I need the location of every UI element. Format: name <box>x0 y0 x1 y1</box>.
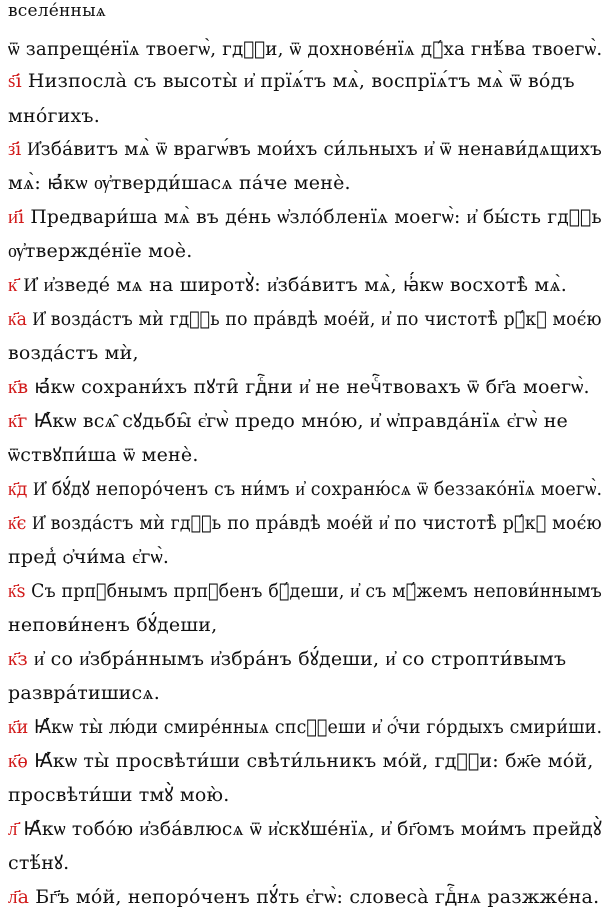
verse-text: развра́тишисѧ. <box>8 682 161 704</box>
verse-text: ꙗ҆́кѡ сохрани́хъ пꙋти̑ гдⷭ҇ни и҆ не нечⷭ҇твовахъ ѿ бг҃а моегѡ̀. <box>34 376 590 398</box>
verse-number: ѕ҃і <box>8 70 22 92</box>
text-line <box>8 750 594 772</box>
verse-number: к҃а <box>8 308 28 330</box>
text-line <box>8 648 566 670</box>
verse-number: к҃ѳ <box>8 750 29 772</box>
verse-text: пред̾ ѻ҆чи́ма є҆гѡ̀. <box>8 546 170 568</box>
verse-text: Ꙗ҆́кѡ тобо́ю и҆зба́влюсѧ ѿ и҆скꙋше́нїѧ, и҆ бг҃омъ мои́мъ прейдꙋ̀ <box>23 818 602 840</box>
verse-text: Съ прпⷣбнымъ прпⷣбенъ бꙋ́деши, и҆ съ мꙋ́жемъ непови́ннымъ <box>31 580 602 602</box>
verse-text: просвѣти́ши тмꙋ̀ мою̀. <box>8 784 230 806</box>
verse-text: стѣ́нꙋ. <box>8 852 70 874</box>
verse-text: мно́гихъ. <box>8 105 100 127</box>
text-line <box>8 105 100 127</box>
text-line <box>8 342 139 364</box>
text-line <box>8 546 169 568</box>
verse-number: к҃ѕ <box>8 580 26 602</box>
verse-number: л҃ <box>8 818 18 840</box>
verse-text: ѿствꙋпи́ша ѿ менѐ. <box>8 444 199 466</box>
text-line <box>8 70 575 92</box>
text-line <box>8 138 602 160</box>
text-line <box>8 410 568 432</box>
text-line <box>8 38 602 60</box>
verse-text: Ꙗ҆́кѡ ты̀ лю́ди смире́нныѧ спсⷭ҇еши и҆ ѻ҆́чи го́рдыхъ смири́ши. <box>33 716 603 738</box>
verse-text: Ꙗ҆́кѡ ты̀ просвѣти́ши свѣти́льникъ мо́й, гдⷭ҇и: бж҃е мо́й, <box>34 750 594 772</box>
verse-number: л҃а <box>8 886 30 908</box>
text-line <box>8 818 602 840</box>
verse-text: мѧ̀: ꙗ҆́кѡ ѹ҆тверди́шасѧ па́че менѐ. <box>8 172 351 194</box>
text-line <box>8 172 351 194</box>
text-line <box>8 614 217 636</box>
verse-text: И҆зба́витъ мѧ̀ ѿ врагѡ́въ мои́хъ си́льныхъ и҆ ѿ ненави́дѧщихъ <box>27 138 603 160</box>
verse-text: вселе́нныѧ <box>8 1 107 21</box>
verse-number: и҃і <box>8 206 25 228</box>
verse-number: к҃и <box>8 716 29 738</box>
text-line <box>8 580 602 602</box>
text-line <box>8 886 599 908</box>
verse-text: И҆ и҆зведе́ мѧ на широтꙋ̀: и҆зба́витъ мѧ̀, ꙗ҆́кѡ восхотѣ̀ мѧ̀. <box>23 274 568 296</box>
verse-text: И҆ возда́стъ мѝ гдⷭ҇ь по пра́вдѣ мое́й, и҆ по чистотѣ̀ рꙋ́кꙋ моє́ю <box>32 308 602 330</box>
verse-text: И҆ возда́стъ мѝ гдⷭ҇ь по пра́вдѣ мое́й и҆ по чистотѣ̀ рꙋ́кꙋ моє́ю <box>32 512 602 534</box>
verse-text: непови́ненъ бꙋ́деши, <box>8 614 218 636</box>
text-line <box>8 444 199 466</box>
verse-text: и҆ со и҆збра́ннымъ и҆збра́нъ бꙋ́деши, и҆ со стропти́вымъ <box>34 648 567 670</box>
text-line <box>8 716 602 738</box>
verse-text: Низпосла̀ съ высоты̀ и҆ прїѧ́тъ мѧ̀, воспрїѧ́тъ мѧ̀ ѿ во́дъ <box>27 70 575 92</box>
text-line <box>8 308 602 330</box>
verse-number: к҃д <box>8 478 28 500</box>
verse-text: возда́стъ мѝ, <box>8 342 139 364</box>
verse-number: к҃в <box>8 376 29 398</box>
text-line <box>8 478 602 500</box>
verse-number: к҃з <box>8 648 28 670</box>
text-line <box>8 376 590 398</box>
verse-number: з҃і <box>8 138 22 160</box>
verse-number: к҃ <box>8 274 18 296</box>
verse-text: Предвари́ша мѧ̀ въ де́нь ѡ҆зло́бленїѧ моегѡ̀: и҆ бы́сть гдⷭ҇ь <box>30 206 602 228</box>
text-line <box>8 784 229 806</box>
text-line <box>8 206 602 228</box>
text-line <box>8 852 69 874</box>
verse-text: И҆ бꙋ́дꙋ непоро́ченъ съ ни́мъ и҆ сохраню́сѧ ѿ беззако́нїѧ моегѡ̀. <box>33 478 603 500</box>
verse-text: ѹ҆твержде́нїе моѐ. <box>8 240 193 262</box>
text-line <box>8 0 106 22</box>
verse-text: ѿ запреще́нїѧ твоегѡ̀, гдⷭ҇и, ѿ дохнове́нїѧ дꙋ́ха гнѣ́ва твоегѡ̀. <box>8 38 603 60</box>
text-line <box>8 274 567 296</box>
verse-text: Ꙗ҆́кѡ всѧ̑ сꙋдьбы̑ є҆гѡ̀ предо мно́ю, и҆ ѡ҆правда́нїѧ є҆гѡ̀ не <box>33 410 569 432</box>
text-line <box>8 240 192 262</box>
verse-text: Бг҃ъ мо́й, непоро́ченъ пꙋ́ть є҆гѡ̀: словеса̀ гдⷭ҇нѧ разжже́на. <box>35 886 600 908</box>
text-line <box>8 512 602 534</box>
verse-number: к҃є <box>8 512 27 534</box>
verse-number: к҃г <box>8 410 28 432</box>
text-line <box>8 682 160 704</box>
